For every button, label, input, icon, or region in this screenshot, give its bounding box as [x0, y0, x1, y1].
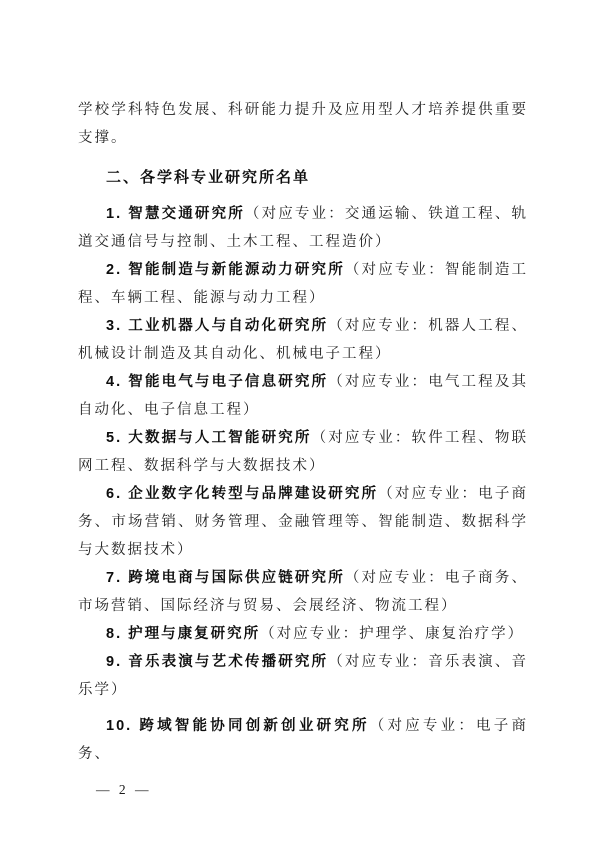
institute-title: 7. 跨境电商与国际供应链研究所: [106, 570, 345, 586]
institute-title: 4. 智能电气与电子信息研究所: [106, 374, 329, 390]
institute-majors: （对应专业：机器人工程、机械设计制造及其自动化、机械电子工程）: [78, 318, 529, 362]
institute-item-9: [78, 648, 528, 704]
institute-item-2: [78, 256, 528, 312]
institute-item-4: [78, 368, 528, 424]
institute-title: 9. 音乐表演与艺术传播研究所: [106, 654, 329, 670]
institute-title: 5. 大数据与人工智能研究所: [106, 430, 312, 446]
institute-item-8: [78, 620, 528, 648]
institute-majors: （对应专业：电子商务、市场营销、国际经济与贸易、会展经济、物流工程）: [78, 570, 529, 614]
institute-majors: （对应专业：交通运输、铁道工程、轨道交通信号与控制、土木工程、工程造价）: [78, 206, 529, 250]
institute-title: 6. 企业数字化转型与品牌建设研究所: [106, 486, 379, 502]
institute-item-5: [78, 424, 528, 480]
institute-title: 10. 跨域智能协同创新创业研究所: [106, 718, 370, 734]
institute-majors: （对应专业：护理学、康复治疗学）: [260, 626, 525, 642]
institute-item-3: [78, 312, 528, 368]
institute-item-1: [78, 200, 528, 256]
institute-item-7: [78, 564, 528, 620]
institute-item-10: [78, 712, 528, 768]
institute-title: 3. 工业机器人与自动化研究所: [106, 318, 329, 334]
institute-title: 8. 护理与康复研究所: [106, 626, 261, 642]
institute-majors: （对应专业：电子商务、市场营销、财务管理、金融管理等、智能制造、数据科学与大数据技术）: [78, 486, 529, 558]
institute-majors: （对应专业：电子商务、: [78, 718, 528, 762]
institute-majors: （对应专业：音乐表演、音乐学）: [78, 654, 529, 698]
institute-title: 2. 智能制造与新能源动力研究所: [106, 262, 345, 278]
section-heading: 二、各学科专业研究所名单: [106, 169, 311, 186]
institute-majors: （对应专业：软件工程、物联网工程、数据科学与大数据技术）: [78, 430, 528, 474]
institute-item-6: [78, 480, 528, 564]
intro-paragraph: 学校学科特色发展、科研能力提升及应用型人才培养提供重要支撑。: [78, 102, 528, 146]
page-number: — 2 —: [96, 782, 152, 797]
institute-majors: （对应专业：智能制造工程、车辆工程、能源与动力工程）: [78, 262, 529, 306]
institute-title: 1. 智慧交通研究所: [106, 206, 245, 222]
institute-majors: （对应专业：电气工程及其自动化、电子信息工程）: [78, 374, 529, 418]
document-body: [78, 96, 528, 768]
